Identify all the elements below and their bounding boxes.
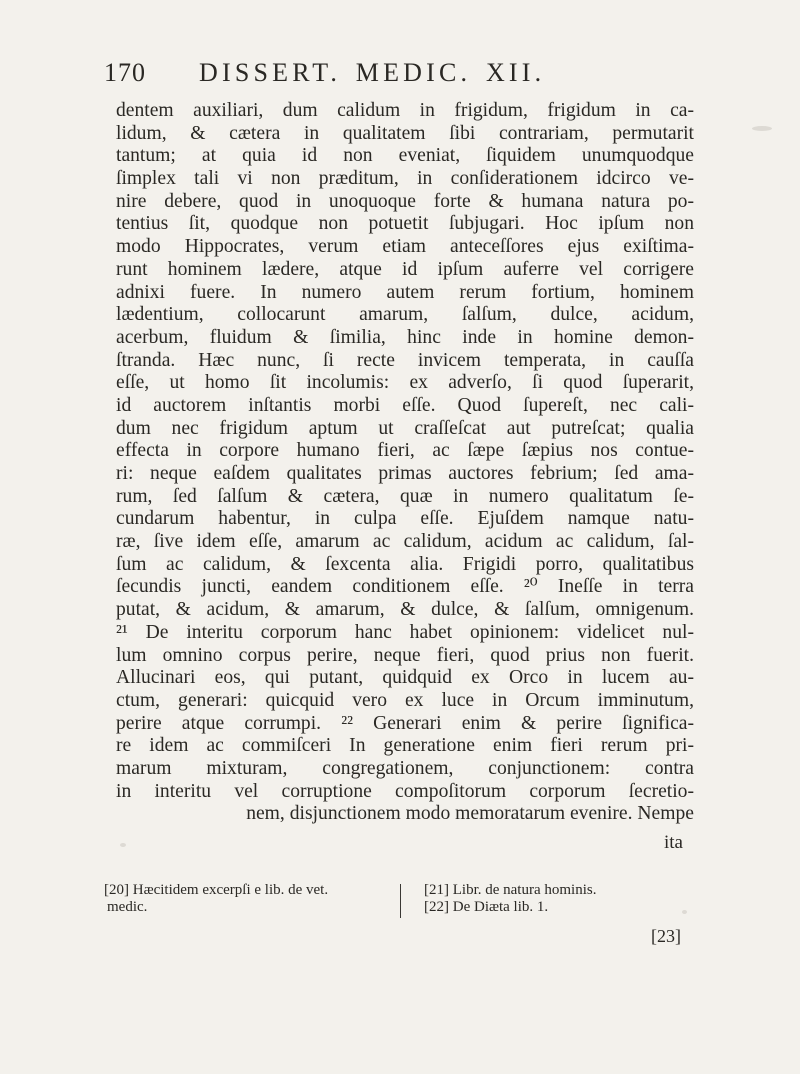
text-line: cundarum habentur, in culpa eſſe. Ejuſdem namque natu- <box>116 508 694 530</box>
footnote-divider <box>400 884 401 918</box>
paper-speck <box>752 126 772 131</box>
text-line: tantum; at quia id non eveniat, ſiquidem unumquodque <box>116 145 694 167</box>
text-line: id auctorem inſtantis morbi eſſe. Quod ſupereſt, nec cali- <box>116 394 694 416</box>
text-line: putat, & acidum, & amarum, & dulce, & ſalſum, omnigenum. <box>116 599 694 621</box>
text-line: lum omnino corpus perire, neque fieri, quod prius non fuerit. <box>116 644 694 666</box>
paper-speck <box>682 910 687 914</box>
text-line: rum, ſed ſalſum & cætera, quæ in numero qualitatum ſe- <box>116 485 694 507</box>
footnote-20-line2: medic. <box>107 899 148 915</box>
text-line: ſecundis juncti, eandem conditionem eſſe. ²⁰ Ineſſe in terra <box>116 576 694 598</box>
page-number: 170 <box>104 58 146 87</box>
text-line: in interitu vel corruptione compoſitorum corporum ſecretio- <box>116 780 694 802</box>
text-line: re idem ac commiſceri In generatione enim fieri rerum pri- <box>116 735 694 757</box>
text-line: adnixi fuere. In numero autem rerum fortium, hominem <box>116 281 694 303</box>
text-line: ctum, generari: quicquid vero ex luce in Orcum imminutum, <box>116 689 694 711</box>
catchword: ita <box>664 832 683 853</box>
text-line: lædentium, collocarunt amarum, ſalſum, dulce, acidum, <box>116 304 694 326</box>
footnote-21: [21] Libr. de natura hominis. <box>424 882 597 898</box>
running-title: DISSERT. MEDIC. XII. <box>199 58 546 87</box>
text-line: lidum, & cætera in qualitatem ſibi contrariam, permutarit <box>116 122 694 144</box>
text-line: Allucinari eos, qui putant, quidquid ex Orco in lucem au- <box>116 667 694 689</box>
body-text <box>116 100 694 826</box>
footnote-20-line1: [20] Hæcitidem excerpſi e lib. de vet. <box>104 882 329 898</box>
text-line: eſſe, ut homo ſit incolumis: ex adverſo, ſi quod ſuperarit, <box>116 372 694 394</box>
text-line: ri: neque eaſdem qualitates primas auctores febrium; ſed ama- <box>116 463 694 484</box>
footnotes-21-22 <box>424 882 704 916</box>
text-line: dentem auxiliari, dum calidum in frigidum, frigidum in ca- <box>116 100 694 121</box>
text-line: marum mixturam, congregationem, conjunctionem: contra <box>116 757 694 779</box>
text-line: acerbum, fluidum & ſimilia, hinc inde in homine demon- <box>116 326 694 348</box>
text-line: nire debere, quod in unoquoque forte & humana natura po- <box>116 190 694 212</box>
footnote-20 <box>104 882 394 916</box>
paper-speck <box>120 843 126 847</box>
text-line: ſum ac calidum, & ſexcenta alia. Frigidi porro, qualitatibus <box>116 553 694 575</box>
text-line: tentius ſit, quodque non potuetit ſubjugari. Hoc ipſum non <box>116 213 694 235</box>
signature-mark: [23] <box>651 926 681 946</box>
footnote-22: [22] De Diæta lib. 1. <box>424 899 549 915</box>
text-line: perire atque corrumpi. ²² Generari enim & perire ſignifica- <box>116 712 694 734</box>
text-line: effecta in corpore humano fieri, ac ſæpe ſæpius nos contue- <box>116 440 694 462</box>
text-line: runt hominem lædere, atque id ipſum auferre vel corrigere <box>116 258 694 280</box>
text-line: nem, disjunctionem modo memoratarum evenire. Nempe <box>246 803 694 825</box>
text-line: ²¹ De interitu corporum hanc habet opinionem: videlicet nul- <box>116 621 694 643</box>
text-line: ſimplex tali vi non præditum, in conſiderationem idcirco ve- <box>116 168 694 190</box>
text-line: modo Hippocrates, verum etiam anteceſſores ejus exiſtima- <box>116 236 694 258</box>
text-line: dum nec frigidum aptum ut craſſeſcat aut putreſcat; qualia <box>116 417 694 439</box>
text-line: ſtranda. Hæc nunc, ſi recte invicem temperata, in cauſſa <box>116 349 694 371</box>
text-line: ræ, ſive idem eſſe, amarum ac calidum, acidum ac calidum, ſal- <box>116 531 694 553</box>
